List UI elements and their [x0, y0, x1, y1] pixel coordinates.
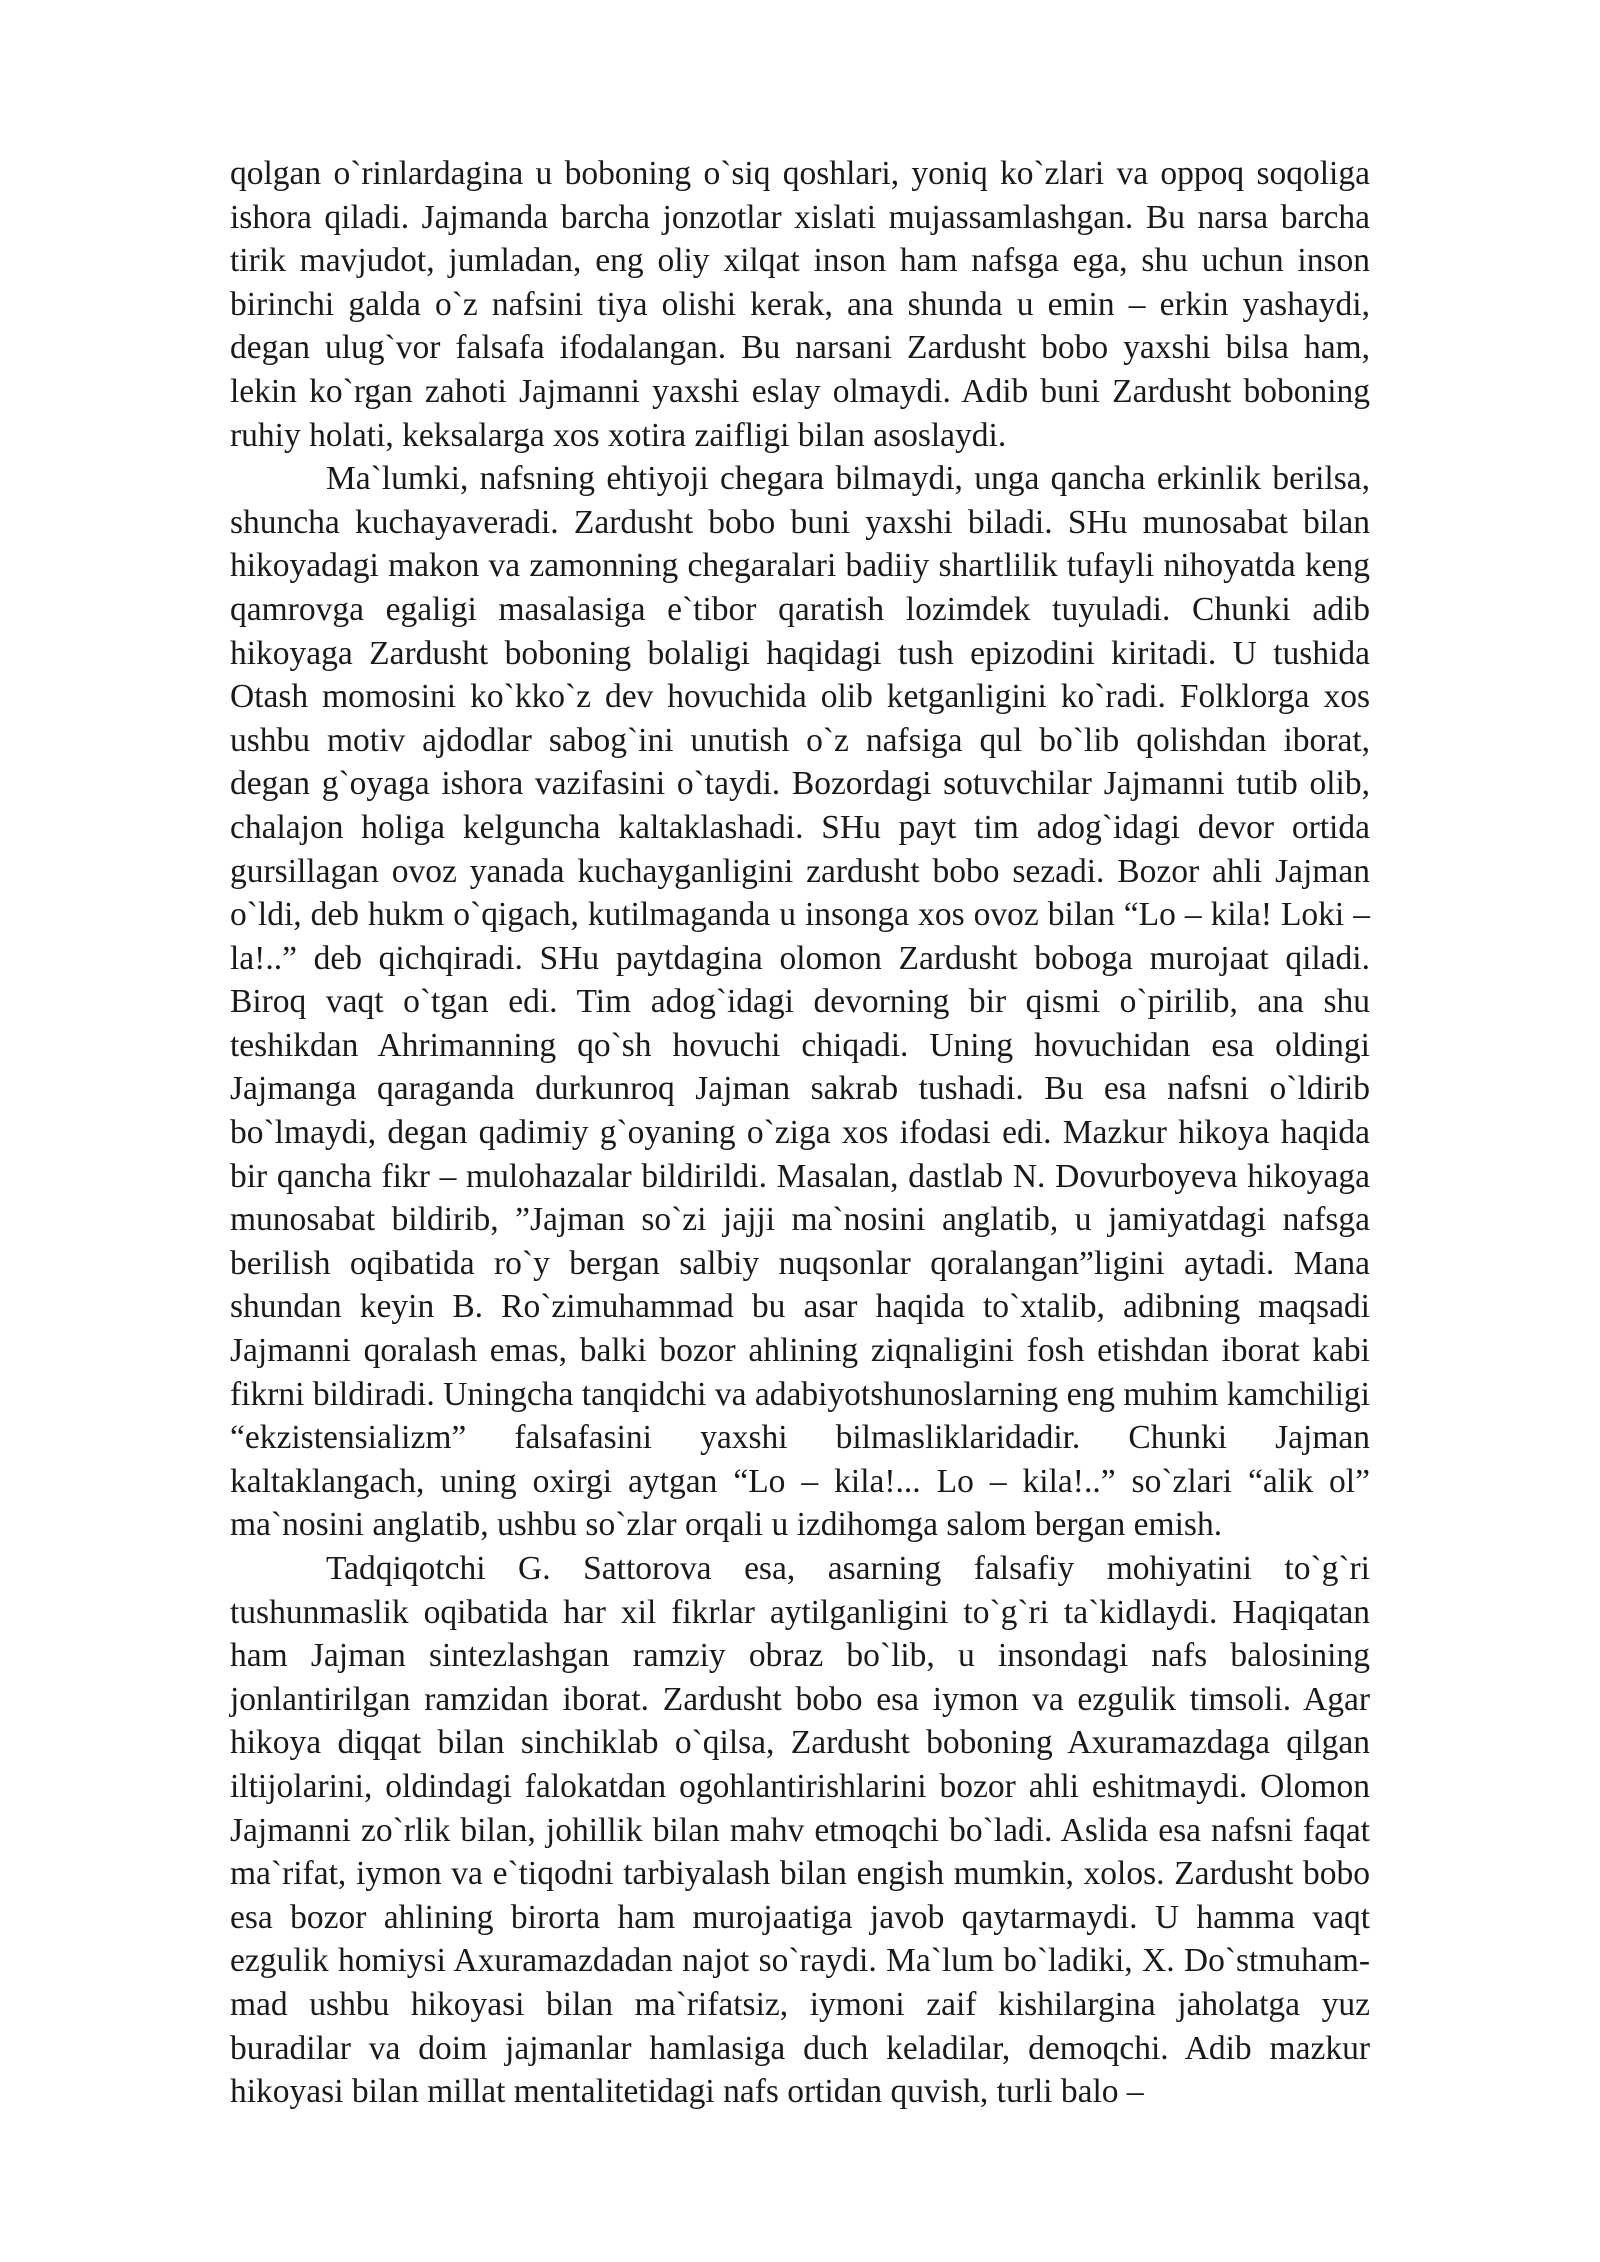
- document-page: [230, 152, 1370, 2114]
- paragraph-2: Ma`lumki, nafsning ehtiyoji chegara bilmaydi, unga qancha erkinlik berilsa, shuncha kuchayaveradi. Zardusht bobo buni yaxshi biladi. SHu munosabat bilan hikoyadagi makon va zamonning chegaralari badiiy shartlilik tufayli nihoyatda keng qamrovga egaligi masalasiga e`tibor qaratish lozimdek tuyuladi. Chunki adib hikoyaga Zardusht boboning bolaligi haqidagi tush epizodini kiritadi. U tushida Otash momosini ko`kko`z dev hovuchida olib ketganligini ko`radi. Folklorga xos ushbu motiv ajdodlar sabog`ini unutish o`z nafsiga qul bo`lib qolishdan iborat, degan g`oyaga ishora vazifasini o`taydi. Bozordagi sotuvchilar Jajmanni tutib olib, chalajon holiga kelguncha kaltaklashadi. SHu payt tim adog`idagi devor ortida gursillagan ovoz yanada kuchayganligini zardusht bobo sezadi. Bozor ahli Jajman o`ldi, deb hukm o`qigach, kutilmaganda u insonga xos ovoz bilan “Lo – kila! Loki – la!..” deb qichqiradi. SHu paytdagina olomon Zardusht boboga murojaat qiladi. Biroq vaqt o`tgan edi. Tim adog`idagi devorning bir qismi o`pirilib, ana shu teshikdan Ahrimanning qo`sh hovuchi chiqadi. Uning hovuchidan esa oldingi Jajmanga qaraganda durkunroq Jajman sakrab tushadi. Bu esa nafsni o`ldirib bo`lmaydi, degan qadimiy g`oyaning o`ziga xos ifodasi edi. Mazkur hikoya haqida bir qancha fikr – mulohazalar bildirildi. Masalan, dastlab N. Dovurboyeva hikoyaga munosabat bildirib, ”Jajman so`zi jajji ma`nosini anglatib, u jamiyatdagi nafsga berilish oqibatida ro`y bergan salbiy nuqsonlar qoralangan”ligini aytadi. Mana shundan keyin B. Ro`zimuhammad bu asar haqida to`xtalib, adibning maqsadi Jajmanni qoralash emas, balki bozor ahlining ziqnaligini fosh etishdan iborat kabi fikrni bildiradi. Uningcha tanqidchi va adabiyotshunoslarning eng muhim kamchiligi “ekzistensializm” falsafasini yaxshi bilmasliklaridadir. Chunki Jajman kaltaklangach, uning oxirgi aytgan “Lo – kila!... Lo – kila!..” so`zlari “alik ol” ma`nosini anglatib, ushbu so`zlar orqali u izdihomga salom bergan emish.: [230, 460, 1370, 1544]
- paragraph-3: Tadqiqotchi G. Sattorova esa, asarning falsafiy mohiyatini to`g`ri tushunmaslik oqibatida har xil fikrlar aytilganligini to`g`ri ta`kidlaydi. Haqiqatan ham Jajman sintezlashgan ramziy obraz bo`lib, u insondagi nafs balosining jonlantirilgan ramzidan iborat. Zardusht bobo esa iymon va ezgulik timsoli. Agar hikoya diqqat bilan sinchiklab o`qilsa, Zardusht boboning Axuramazdaga qilgan iltijolarini, oldindagi falokatdan ogohlantirishlarini bozor ahli eshitmaydi. Olomon Jajmanni zo`rlik bilan, johillik bilan mahv etmoqchi bo`ladi. Aslida esa nafsni faqat ma`rifat, iymon va e`tiqodni tarbiyalash bilan engish mumkin, xolos. Zardusht bobo esa bozor ahlining birorta ham murojaatiga javob qaytarmaydi. U hamma vaqt ezgulik homiysi Axuramazdadan najot so`raydi. Ma`lum bo`ladiki, X. Do`stmuham-mad ushbu hikoyasi bilan ma`rifatsiz, iymoni zaif kishilargina jaholatga yuz buradilar va doim jajmanlar hamlasiga duch keladilar, demoqchi. Adib mazkur hikoyasi bilan millat mentalitetidagi nafs ortidan quvish, turli balo –: [230, 1550, 1370, 2111]
- paragraph-1: qolgan o`rinlardagina u boboning o`siq qoshlari, yoniq ko`zlari va oppoq soqoliga ishora qiladi. Jajmanda barcha jonzotlar xislati mujassamlashgan. Bu narsa barcha tirik mavjudot, jumladan, eng oliy xilqat inson ham nafsga ega, shu uchun inson birinchi galda o`z nafsini tiya olishi kerak, ana shunda u emin – erkin yashaydi, degan ulug`vor falsafa ifodalangan. Bu narsani Zardusht bobo yaxshi bilsa ham, lekin ko`rgan zahoti Jajmanni yaxshi eslay olmaydi. Adib buni Zardusht boboning ruhiy holati, keksalarga xos xotira zaifligi bilan asoslaydi.: [230, 155, 1370, 454]
